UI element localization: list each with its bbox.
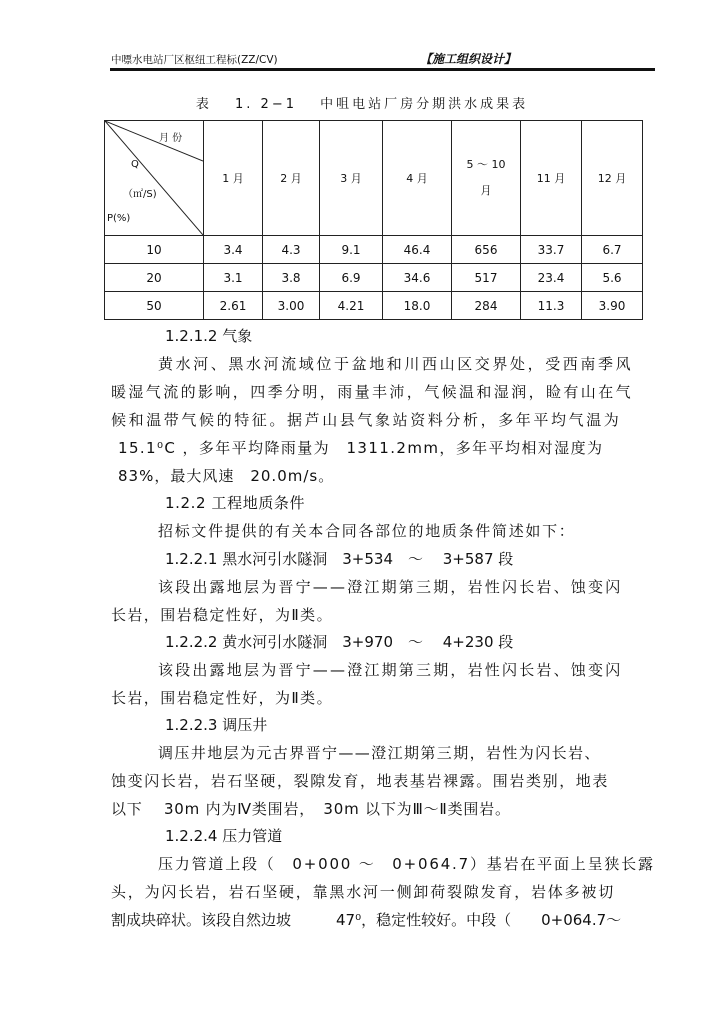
corner-p-label: P(%) (107, 213, 131, 224)
paragraph-line: 该段出露地层为晋宁——澄江期第三期，岩性闪长岩、蚀变闪 (158, 578, 623, 596)
header-section-title: 【施工组织设计】 (420, 52, 517, 66)
paragraph-line: 黄水河、黑水河流域位于盆地和川西山区交界处，受西南季风 (158, 355, 634, 373)
paragraph-line: 15.1⁰C ，多年平均降雨量为 1311.2mm，多年平均相对湿度为 (118, 439, 604, 457)
corner-unit-label: （㎡/S) (123, 189, 157, 200)
table-row (105, 264, 643, 292)
q-value-cell: 9.1 (320, 236, 383, 264)
table-row (105, 236, 643, 264)
p-value-cell: 10 (105, 236, 204, 264)
paragraph-line: 蚀变闪长岩，岩石坚硬，裂隙发育，地表基岩裸露。围岩类别，地表 (111, 772, 610, 790)
paragraph-line: 该段出露地层为晋宁——澄江期第三期，岩性闪长岩、蚀变闪 (158, 661, 623, 679)
paragraph-line: 暖湿气流的影响，四季分明，雨量丰沛，气候温和湿润，睑有山在气 (111, 383, 634, 401)
paragraph-line: 长岩，围岩稳定性好，为Ⅱ类。 (111, 689, 333, 707)
header-project-title: 中嘌水电站厂区枢纽工程标(ZZ/CV) (111, 54, 278, 66)
table-corner-cell (105, 121, 204, 236)
section-heading-weather: 1.2.1.2 气象 (165, 327, 253, 345)
month-header (452, 121, 521, 236)
month-header-suffix: 月 (480, 184, 492, 197)
q-value-cell: 18.0 (383, 292, 452, 320)
table-row (105, 292, 643, 320)
header-divider (110, 68, 655, 71)
month-header: 11 月 (521, 121, 582, 236)
paragraph-line: 以下 30m 内为Ⅳ类围岩， 30m 以下为Ⅲ～Ⅱ类围岩。 (111, 800, 511, 818)
q-value-cell: 3.8 (263, 264, 320, 292)
month-header: 3 月 (320, 121, 383, 236)
q-value-cell: 2.61 (204, 292, 263, 320)
corner-q-label: Q (131, 159, 139, 170)
q-value-cell: 6.7 (582, 236, 643, 264)
q-value-cell: 34.6 (383, 264, 452, 292)
table-title: 表 1. 2−1 中咀电站厂房分期洪水成果表 (195, 97, 529, 112)
paragraph-line: 割成块碎状。该段自然边坡 47⁰，稳定性较好。中段（ 0+064.7～ (111, 911, 622, 929)
month-header-range: 5 ～ 10 (466, 158, 506, 171)
month-header: 12 月 (582, 121, 643, 236)
p-value-cell: 20 (105, 264, 204, 292)
q-value-cell: 11.3 (521, 292, 582, 320)
flood-results-table (104, 120, 643, 320)
q-value-cell: 284 (452, 292, 521, 320)
q-value-cell: 4.3 (263, 236, 320, 264)
section-heading-tunnel-yellow: 1.2.2.2 黄水河引水隧洞 3+970 ～ 4+230 段 (165, 633, 514, 651)
q-value-cell: 6.9 (320, 264, 383, 292)
paragraph-line: 头，为闪长岩，岩石坚硬，靠黑水河一侧卸荷裂隙发育，岩体多被切 (111, 883, 616, 901)
q-value-cell: 4.21 (320, 292, 383, 320)
q-value-cell: 3.90 (582, 292, 643, 320)
q-value-cell: 5.6 (582, 264, 643, 292)
q-value-cell: 656 (452, 236, 521, 264)
corner-month-label: 月 份 (159, 133, 183, 144)
q-value-cell: 3.00 (263, 292, 320, 320)
section-heading-tunnel-black: 1.2.2.1 黑水河引水隧洞 3+534 ～ 3+587 段 (165, 550, 514, 568)
paragraph-line: 压力管道上段（ 0+000 ～ 0+064.7）基岩在平面上呈狭长露 (158, 855, 655, 873)
paragraph-line: 调压井地层为元古界晋宁——澄江期第三期，岩性为闪长岩、 (158, 744, 601, 762)
q-value-cell: 33.7 (521, 236, 582, 264)
section-heading-geology: 1.2.2 工程地质条件 (165, 494, 306, 512)
section-heading-surge-shaft: 1.2.2.3 调压井 (165, 716, 268, 734)
q-value-cell: 46.4 (383, 236, 452, 264)
paragraph-line: 招标文件提供的有关本合同各部位的地质条件简述如下： (158, 522, 576, 540)
paragraph-line: 候和温带气候的特征。据芦山县气象站资料分析，多年平均气温为 (111, 411, 622, 429)
month-header: 4 月 (383, 121, 452, 236)
q-value-cell: 3.1 (204, 264, 263, 292)
section-heading-penstock: 1.2.2.4 压力管道 (165, 827, 283, 845)
month-header: 2 月 (263, 121, 320, 236)
q-value-cell: 517 (452, 264, 521, 292)
month-header: 1 月 (204, 121, 263, 236)
paragraph-line: 83%，最大风速 20.0m/s。 (118, 467, 335, 485)
q-value-cell: 23.4 (521, 264, 582, 292)
p-value-cell: 50 (105, 292, 204, 320)
q-value-cell: 3.4 (204, 236, 263, 264)
paragraph-line: 长岩，围岩稳定性好，为Ⅱ类。 (111, 606, 333, 624)
table-header-row (105, 121, 643, 236)
